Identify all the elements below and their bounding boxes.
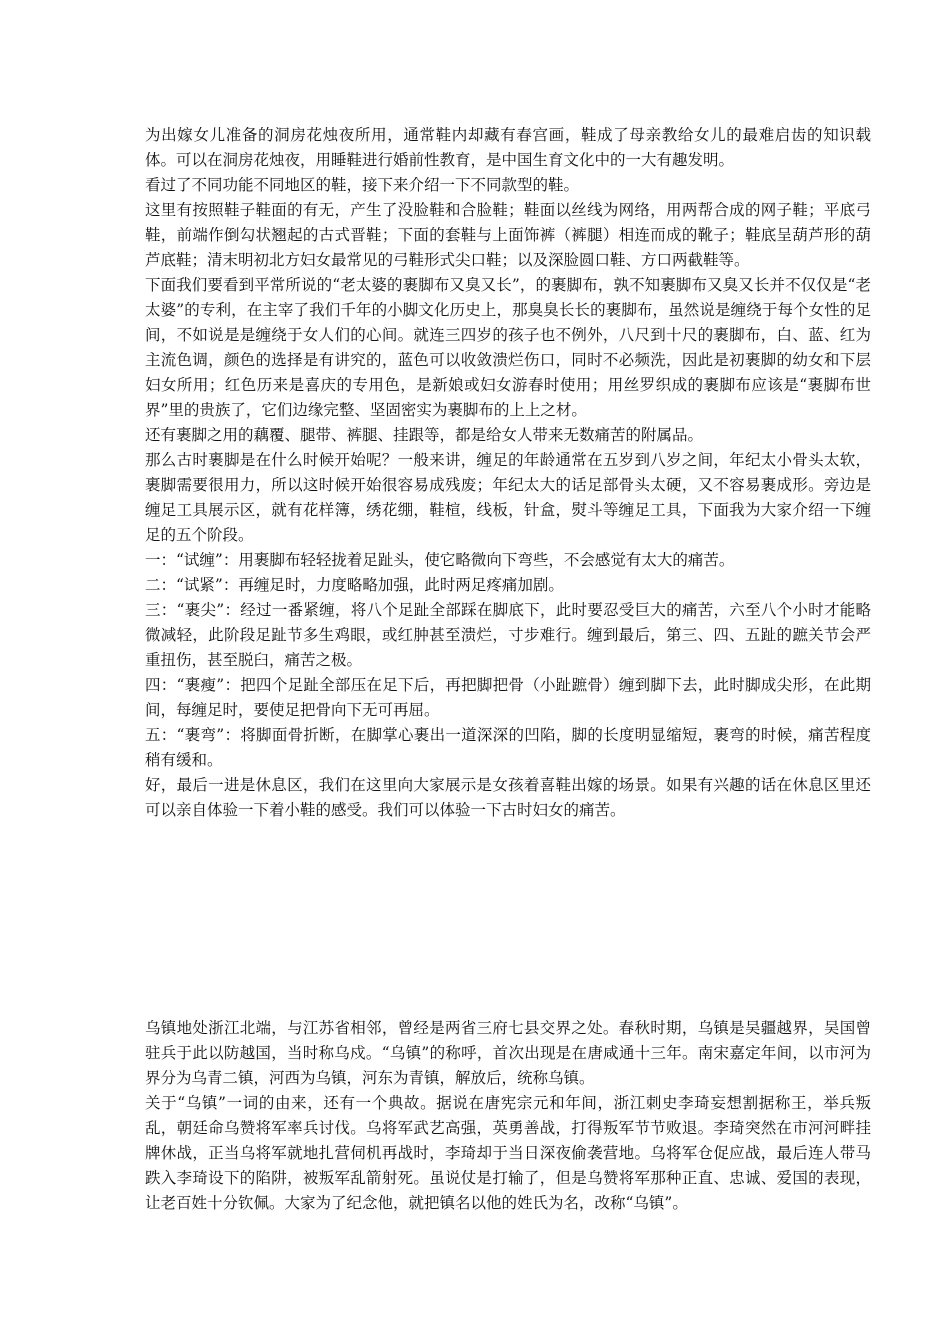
paragraph: 看过了不同功能不同地区的鞋，接下来介绍一下不同款型的鞋。 xyxy=(145,176,580,194)
text-section-wuzhen xyxy=(145,1016,871,1216)
paragraph: 那么古时裹脚是在什么时候开始呢？一般来讲，缠足的年龄通常在五岁到八岁之间，年纪太小骨头太软，裹脚需要很用力，所以这时候开始很容易成残废；年纪太大的话足部骨头太硬，又不容易裹成形。旁边是缠足工具展示区，就有花样簿，绣花绷，鞋楦，线板，针盒，熨斗等缠足工具，下面我为大家介绍一下缠足的五个阶段。 xyxy=(145,451,871,544)
paragraph: 五：“裹弯”：将脚面骨折断，在脚掌心裹出一道深深的凹陷，脚的长度明显缩短，裹弯的时候，痛苦程度稍有缓和。 xyxy=(145,726,871,769)
paragraph: 还有裹脚之用的藕覆、腿带、裤腿、挂跟等，都是给女人带来无数痛苦的附属品。 xyxy=(145,426,704,444)
paragraph: 乌镇地处浙江北端，与江苏省相邻，曾经是两省三府七县交界之处。春秋时期，乌镇是吴疆越界，吴国曾驻兵于此以防越国，当时称乌戍。“乌镇”的称呼，首次出现是在唐咸通十三年。南宋嘉定年间，以市河为界分为乌青二镇，河西为乌镇，河东为青镇，解放后，统称乌镇。 xyxy=(145,1019,871,1087)
paragraph: 下面我们要看到平常所说的“老太婆的裹脚布又臭又长”，的裹脚布，孰不知裹脚布又臭又长并不仅仅是“老太婆”的专利，在主宰了我们千年的小脚文化历史上，那臭臭长长的裹脚布，虽然说是缠绕于每个女性的足间，不如说是是缠绕于女人们的心间。就连三四岁的孩子也不例外，八尺到十尺的裹脚布，白、蓝、红为主流色调，颜色的选择是有讲究的，蓝色可以收敛溃烂伤口，同时不必频洗，因此是初裹脚的幼女和下层妇女所用；红色历来是喜庆的专用色，是新娘或妇女游春时使用；用丝罗织成的裹脚布应该是“裹脚布世界”里的贵族了，它们边缘完整、坚固密实为裹脚布的上上之材。 xyxy=(145,276,871,419)
paragraph: 这里有按照鞋子鞋面的有无，产生了没脸鞋和合脸鞋；鞋面以丝线为网络，用两帮合成的网子鞋；平底弓鞋，前端作倒勾状翘起的古式晋鞋；下面的套鞋与上面饰裤（裤腿）相连而成的靴子；鞋底呈葫芦形的葫芦底鞋；清末明初北方妇女最常见的弓鞋形式尖口鞋；以及深脸圆口鞋、方口两截鞋等。 xyxy=(145,201,871,269)
paragraph: 一：“试缠”：用裹脚布轻轻拢着足趾头，使它略微向下弯些，不会感觉有太大的痛苦。 xyxy=(145,551,735,569)
text-section-shoe-museum xyxy=(145,123,871,823)
paragraph: 二：“试紧”：再缠足时，力度略略加强，此时两足疼痛加剧。 xyxy=(145,576,564,594)
paragraph: 为出嫁女儿准备的洞房花烛夜所用，通常鞋内却藏有春宫画，鞋成了母亲教给女儿的最难启齿的知识载体。可以在洞房花烛夜，用睡鞋进行婚前性教育，是中国生育文化中的一大有趣发明。 xyxy=(145,126,871,169)
paragraph: 关于“乌镇”一词的由来，还有一个典故。据说在唐宪宗元和年间，浙江刺史李琦妄想割据称王，举兵叛乱，朝廷命乌赞将军率兵讨伐。乌将军武艺高强，英勇善战，打得叛军节节败退。李琦突然在市河河畔挂牌休战，正当乌将军就地扎营伺机再战时，李琦却于当日深夜偷袭营地。乌将军仓促应战，最后连人带马跌入李琦设下的陷阱，被叛军乱箭射死。虽说仗是打输了，但是乌赞将军那种正直、忠诚、爱国的表现，让老百姓十分钦佩。大家为了纪念他，就把镇名以他的姓氏为名，改称“乌镇”。 xyxy=(145,1094,871,1212)
paragraph: 三：“裹尖”：经过一番紧缠，将八个足趾全部踩在脚底下，此时要忍受巨大的痛苦，六至八个小时才能略微减轻，此阶段足趾节多生鸡眼，或红肿甚至溃烂，寸步难行。缠到最后，第三、四、五趾的蹠关节会严重扭伤，甚至脱臼，痛苦之极。 xyxy=(145,601,871,669)
paragraph: 好，最后一进是休息区，我们在这里向大家展示是女孩着喜鞋出嫁的场景。如果有兴趣的话在休息区里还可以亲自体验一下着小鞋的感受。我们可以体验一下古时妇女的痛苦。 xyxy=(145,776,871,819)
paragraph: 四：“裹瘦”：把四个足趾全部压在足下后，再把脚把骨（小趾蹠骨）缠到脚下去，此时脚成尖形，在此期间，每缠足时，要使足把骨向下无可再屈。 xyxy=(145,676,871,719)
